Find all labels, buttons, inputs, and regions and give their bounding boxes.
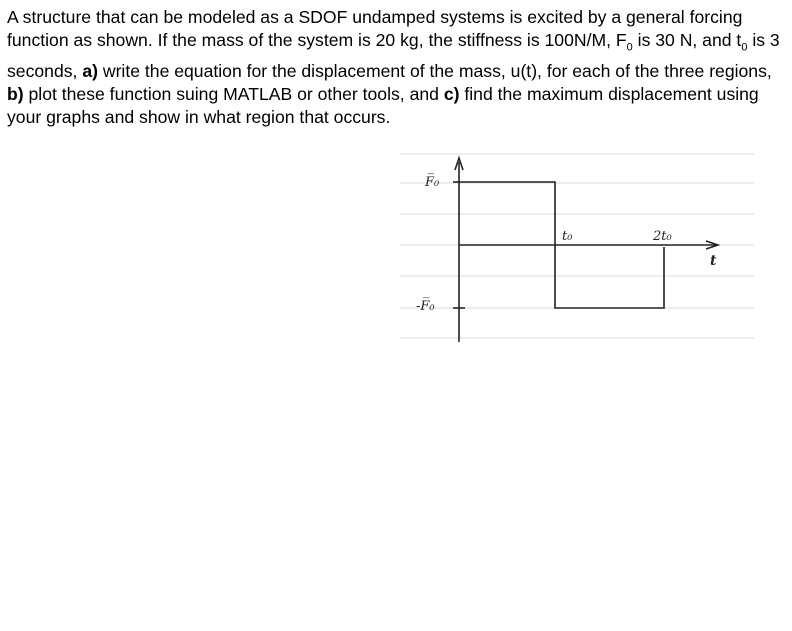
part-c-label: c) [443, 83, 460, 104]
forcing-function-figure [398, 148, 758, 348]
problem-text-6: find the maximum displacement using your graphs and show in what region that occurs. [7, 83, 759, 127]
t0-label: t₀ [562, 229, 573, 244]
part-a-label: a) [82, 60, 98, 81]
problem-text-5: plot these function suing MATLAB or other tools, and [23, 83, 444, 104]
part-b-label: b) [7, 83, 24, 104]
problem-text-2: is 30 N, and t [632, 30, 742, 50]
f0-subscript: 0 [626, 41, 633, 54]
y-label-negative: -F̅₀ [416, 299, 435, 314]
problem-text-3: is 3 seconds, [7, 30, 780, 81]
2t0-label: 2t₀ [653, 229, 672, 244]
problem-text-1: A structure that can be modeled as a SDOF undamped systems is excited by a general forcing function as shown. If the mass of the system is 20 kg, the stiffness is 100N/M, F [7, 7, 743, 50]
problem-text-4: write the equation for the displacement of the mass, u(t), for each of the three regions, [97, 60, 772, 81]
x-axis-label: t [710, 253, 717, 269]
problem-statement [7, 6, 787, 129]
t0-subscript: 0 [741, 41, 748, 54]
y-label-positive: F̅₀ [425, 175, 440, 190]
